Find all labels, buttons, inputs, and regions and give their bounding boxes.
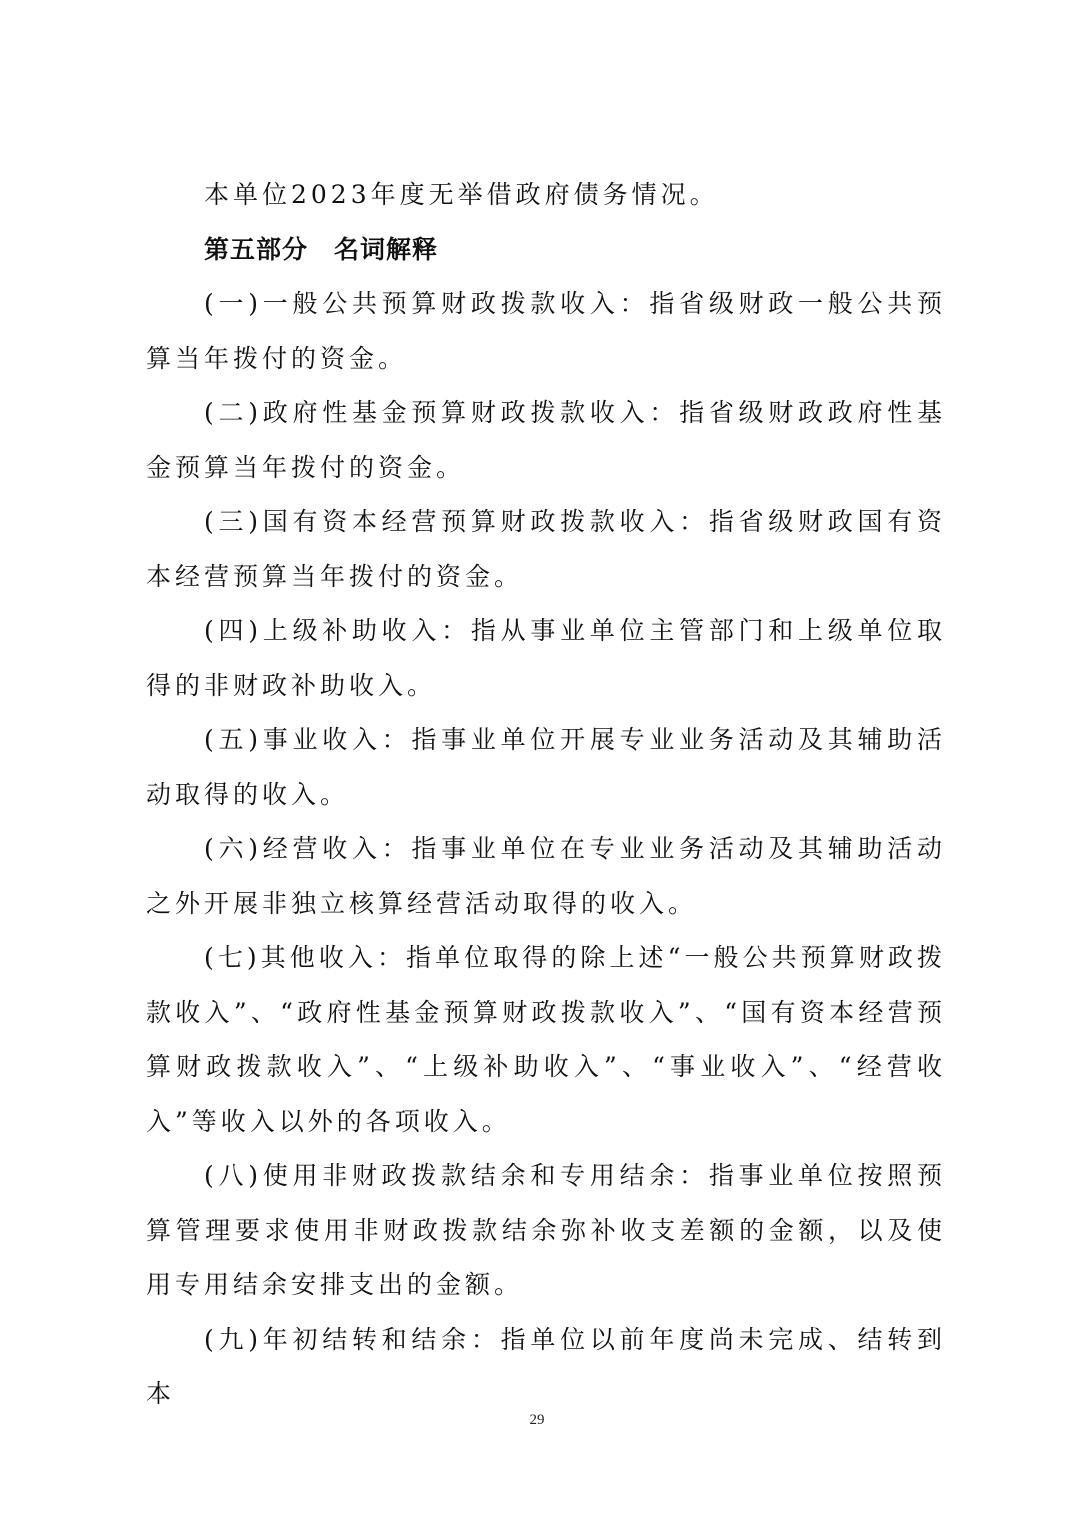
- page-number: 29: [529, 1412, 545, 1428]
- body-text: [146, 168, 946, 1422]
- definition-5: (五)事业收入：指事业单位开展专业业务活动及其辅助活动取得的收入。: [146, 725, 946, 809]
- definition-4: (四)上级补助收入：指从事业单位主管部门和上级单位取得的非财政补助收入。: [146, 616, 946, 700]
- definition-9: (九)年初结转和结余：指单位以前年度尚未完成、结转到本: [146, 1324, 946, 1408]
- definition-7: (七)其他收入：指单位取得的除上述“一般公共预算财政拨款收入”、“政府性基金预算财政拨款收入”、“国有资本经营预算财政拨款收入”、“上级补助收入”、“事业收入”、“经营收入”等收入以外的各项收入。: [146, 943, 946, 1136]
- definition-8: (八)使用非财政拨款结余和专用结余：指事业单位按照预算管理要求使用非财政拨款结余弥补收支差额的金额，以及使用专用结余安排支出的金额。: [146, 1161, 946, 1299]
- definition-6: (六)经营收入：指事业单位在专业业务活动及其辅助活动之外开展非独立核算经营活动取得的收入。: [146, 834, 946, 918]
- definition-1: (一)一般公共预算财政拨款收入：指省级财政一般公共预算当年拨付的资金。: [146, 289, 946, 373]
- section-heading: 第五部分 名词解释: [204, 234, 439, 264]
- definition-2: (二)政府性基金预算财政拨款收入：指省级财政政府性基金预算当年拨付的资金。: [146, 398, 946, 482]
- definition-3: (三)国有资本经营预算财政拨款收入：指省级财政国有资本经营预算当年拨付的资金。: [146, 507, 946, 591]
- debt-statement: 本单位2023年度无举借政府债务情况。: [204, 180, 719, 209]
